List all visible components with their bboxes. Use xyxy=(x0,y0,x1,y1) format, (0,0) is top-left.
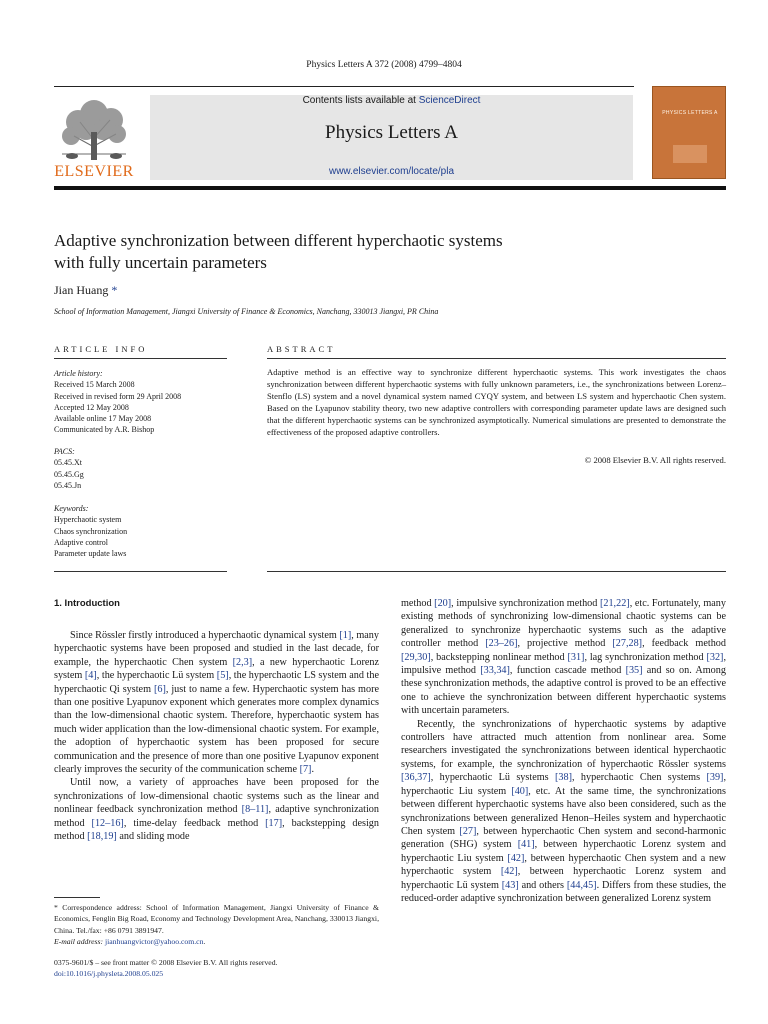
citation-link[interactable]: [42] xyxy=(507,852,525,864)
body-text: , a new hyperchaotic Lorenz system xyxy=(54,656,379,682)
citation-link[interactable]: [31] xyxy=(567,651,585,663)
body-text: , backstepping nonlinear method xyxy=(430,651,568,663)
citation-link[interactable]: [39] xyxy=(706,772,724,784)
keywords-label: Keywords: xyxy=(54,504,89,513)
correspondence-footnote xyxy=(54,902,379,947)
issn-line: 0375-9601/$ – see front matter © 2008 Elsevier B.V. All rights reserved. xyxy=(54,958,278,967)
footnote-rule xyxy=(54,897,100,898)
citation-link[interactable]: [6] xyxy=(153,683,166,695)
body-text: , lag synchronization method xyxy=(584,651,707,663)
citation-link[interactable]: [20] xyxy=(434,598,452,609)
citation-link[interactable]: [41] xyxy=(517,839,535,851)
affiliation: School of Information Management, Jiangxi University of Finance & Economics, Nanchang, 330013 Jiangxi, PR China xyxy=(54,307,439,316)
citation-link[interactable]: [42] xyxy=(500,866,518,878)
paragraph xyxy=(401,597,726,718)
section-heading-introduction: 1. Introduction xyxy=(54,598,120,609)
citation-link[interactable]: [18,19] xyxy=(87,831,117,843)
citation-link[interactable]: [4] xyxy=(84,670,97,682)
keyword: Parameter update laws xyxy=(54,549,127,559)
keyword: Chaos synchronization xyxy=(54,526,128,536)
body-text: , etc. At the same time, the synchronizations between different hyperchaotic systems have also been considered, such as the synchronizations between generalized Henon–Heiles system and hyperchaotic Chen system xyxy=(401,785,726,837)
citation-link[interactable]: [35] xyxy=(625,665,643,677)
body-text: , between hyperchaotic Lorenz system and hyperchaotic Liu system xyxy=(401,839,726,864)
abstract-heading: ABSTRACT xyxy=(267,344,336,354)
citation-link[interactable]: [8–11] xyxy=(241,804,269,816)
citation-link[interactable]: [44,45] xyxy=(566,879,597,891)
body-text: , impulsive method xyxy=(401,651,726,677)
history-label: Article history: xyxy=(54,369,103,378)
body-text: and so on. Among these synchronization methods, the adaptive control is proved to be an effective one to achieve the synchronization between different hyperchaotic systems with uncertain parameters. xyxy=(401,665,726,717)
body-text: , between hyperchaotic Chen system and a new hyperchaotic system xyxy=(401,852,726,878)
citation-link[interactable]: [2,3] xyxy=(232,656,253,668)
pacs-code: 05.45.Gg xyxy=(54,469,84,479)
right-column xyxy=(401,597,726,905)
header-rule xyxy=(54,86,634,87)
journal-reference: Physics Letters A 372 (2008) 4799–4804 xyxy=(306,60,462,70)
body-text: , the hyperchaotic Lü system xyxy=(96,670,217,682)
history-item: Available online 17 May 2008 xyxy=(54,414,152,424)
body-text: , hyperchaotic Chen systems xyxy=(571,772,707,784)
body-text: , etc. Fortunately, many existing methods of synchronizing low-dimensional chaotic systems can be generalized to synchronize hyperchaotic systems such as the adaptive controller method xyxy=(401,598,726,650)
author-name: Jian Huang xyxy=(54,283,109,297)
body-text: Until now, a variety of approaches have been proposed for the synchronizations of low-dimensional chaotic systems such as the linear and nonlinear feedback synchronization method xyxy=(54,777,379,816)
contents-line xyxy=(150,95,633,106)
citation-link[interactable]: [17] xyxy=(265,817,283,829)
body-text: Recently, the synchronizations of hyperchaotic systems by adaptive controllers have attracted much attention from nonlinear area. Some researchers investigated the synchronizations between identical hyperchaotic systems, for example, the synchronization of hyperchaotic Rössler systems xyxy=(401,718,726,770)
publisher-wordmark: ELSEVIER xyxy=(54,163,134,180)
body-text: and others xyxy=(518,879,567,891)
paragraph xyxy=(401,718,726,906)
body-text: , the hyperchaotic LS system and the hyperchaotic Qi system xyxy=(54,670,379,695)
abstract-bottom-rule xyxy=(267,571,726,572)
citation-link[interactable]: [38] xyxy=(555,772,572,784)
doi-link[interactable]: doi:10.1016/j.physleta.2008.05.025 xyxy=(54,969,164,978)
body-text: , function cascade method xyxy=(509,665,626,677)
email-label: E-mail address: xyxy=(54,936,104,946)
keyword: Adaptive control xyxy=(54,537,108,547)
history-item: Received in revised form 29 April 2008 xyxy=(54,391,182,401)
body-text: , hyperchaotic Lü systems xyxy=(430,772,555,784)
footnote-mark: * xyxy=(54,903,58,912)
journal-url-link[interactable]: www.elsevier.com/locate/pla xyxy=(328,166,455,177)
journal-name: Physics Letters A xyxy=(325,122,458,143)
title-line-2: with fully uncertain parameters xyxy=(54,253,267,272)
paragraph xyxy=(54,776,379,843)
citation-link[interactable]: [27,28] xyxy=(612,638,643,650)
citation-link[interactable]: [36,37] xyxy=(401,772,431,784)
body-text: , many hyperchaotic systems have been proposed and studied in the last decade, for example, the hyperchaotic Chen system xyxy=(54,630,379,668)
abstract-copyright: © 2008 Elsevier B.V. All rights reserved. xyxy=(584,455,726,465)
journal-cover-thumbnail xyxy=(652,86,726,179)
body-text: , just to name a few. Hyperchaotic system has more than one positive Lyapunov exponent which generates more complex dynamics than the low-dimensional chaotic system. Therefore, hyperchaotic system has much wider application than the low-dimensional chaotic system. For example, the adoption of hyperchaotic system has been proposed for secure communication and the presence of more than one positive Lyapunov exponent clearly improves the security of the communication scheme xyxy=(54,683,379,776)
header-thick-rule xyxy=(54,186,726,190)
pacs-label: PACS: xyxy=(54,447,75,456)
citation-link[interactable]: [29,30] xyxy=(401,651,431,663)
keyword: Hyperchaotic system xyxy=(54,515,122,525)
body-text: , projective method xyxy=(517,638,613,650)
citation-link[interactable]: [1] xyxy=(339,630,352,641)
body-text: , impulsive synchronization method xyxy=(451,598,600,609)
keywords-block xyxy=(54,503,229,559)
body-text: , feedback method xyxy=(642,638,726,650)
body-text: , backstepping design method xyxy=(54,817,379,843)
abstract-rule xyxy=(267,358,726,359)
cover-title: PHYSICS LETTERS A xyxy=(662,110,718,116)
history-item: Accepted 12 May 2008 xyxy=(54,402,129,412)
pacs-code: 05.45.Jn xyxy=(54,480,82,490)
footnote-text: Correspondence address: School of Information Management, Jiangxi University of Finance & Economics, Fenglin Big Road, Economy and Technology Development Area, Nanchang, 330013 Jiangxi, China. Tel./fax: +86 0791 3891947. xyxy=(54,903,379,935)
body-text: , time-delay feedback method xyxy=(123,817,266,829)
article-info-bottom-rule xyxy=(54,571,227,572)
citation-link[interactable]: [12–16] xyxy=(91,817,124,829)
citation-link[interactable]: [5] xyxy=(216,670,229,682)
citation-link[interactable]: [32] xyxy=(706,651,724,663)
citation-link[interactable]: [40] xyxy=(511,785,529,797)
cover-graphic xyxy=(673,145,707,163)
citation-link[interactable]: [23–26] xyxy=(485,638,518,650)
abstract-text: Adaptive method is an effective way to synchronize different hyperchaotic systems. This work investigates the chaos synchronization between different hyperchaotic systems with fully unknown parameters, i.e., the synchronizations between Lorenz–Stenflo (LS) system and a novel dynamical system named CYQY system, and between LS system and hyperchaotic Chen system. Based on the Lyapunov stability theory, two new adaptive controllers with corresponding parameter update laws are designed such that the different hyperchaotic systems can be synchronized asymptotically. Numerical simulations are presented to demonstrate the effectiveness of the proposed adaptive controllers. xyxy=(267,367,726,437)
citation-link[interactable]: [27] xyxy=(459,825,477,837)
body-text: . xyxy=(311,764,314,776)
paragraph xyxy=(54,629,379,776)
article-history xyxy=(54,368,229,436)
body-text: , between hyperchaotic Chen system and second-harmonic generation (SHG) system xyxy=(401,825,726,851)
body-text: Since Rössler firstly introduced a hyperchaotic dynamical system xyxy=(70,630,340,641)
citation-link[interactable]: [7] xyxy=(299,764,312,776)
body-text: . Differs from these studies, the reduced-order adaptive synchronization between generalized Lorenz system xyxy=(401,879,727,904)
email-link[interactable]: jianhuangvictor@yahoo.com.cn xyxy=(104,936,204,946)
author-footnote-mark[interactable]: * xyxy=(111,283,118,297)
history-item: Received 15 March 2008 xyxy=(54,380,135,390)
sciencedirect-link[interactable]: ScienceDirect xyxy=(418,95,481,106)
body-text: , hyperchaotic Liu system xyxy=(401,772,726,797)
author-line xyxy=(54,283,117,298)
body-text: and sliding mode xyxy=(116,831,190,843)
body-text: , between hyperchaotic Lorenz system and hyperchaotic Lü system xyxy=(401,866,726,891)
history-item: Communicated by A.R. Bishop xyxy=(54,425,155,435)
citation-link[interactable]: [43] xyxy=(501,879,519,891)
article-info-heading: ARTICLE INFO xyxy=(54,344,148,354)
pacs-code: 05.45.Xt xyxy=(54,458,82,468)
article-title xyxy=(54,230,674,274)
citation-link[interactable]: [33,34] xyxy=(480,665,510,677)
citation-link[interactable]: [21,22] xyxy=(599,598,630,609)
left-column xyxy=(54,629,379,844)
title-line-1: Adaptive synchronization between different hyperchaotic systems xyxy=(54,231,503,250)
contents-prefix: Contents lists available at xyxy=(302,95,419,106)
email-end: . xyxy=(203,936,206,946)
article-info-rule xyxy=(54,358,227,359)
body-text: method xyxy=(401,598,435,609)
body-text: , adaptive synchronization method xyxy=(54,804,379,829)
pacs-block xyxy=(54,446,229,491)
